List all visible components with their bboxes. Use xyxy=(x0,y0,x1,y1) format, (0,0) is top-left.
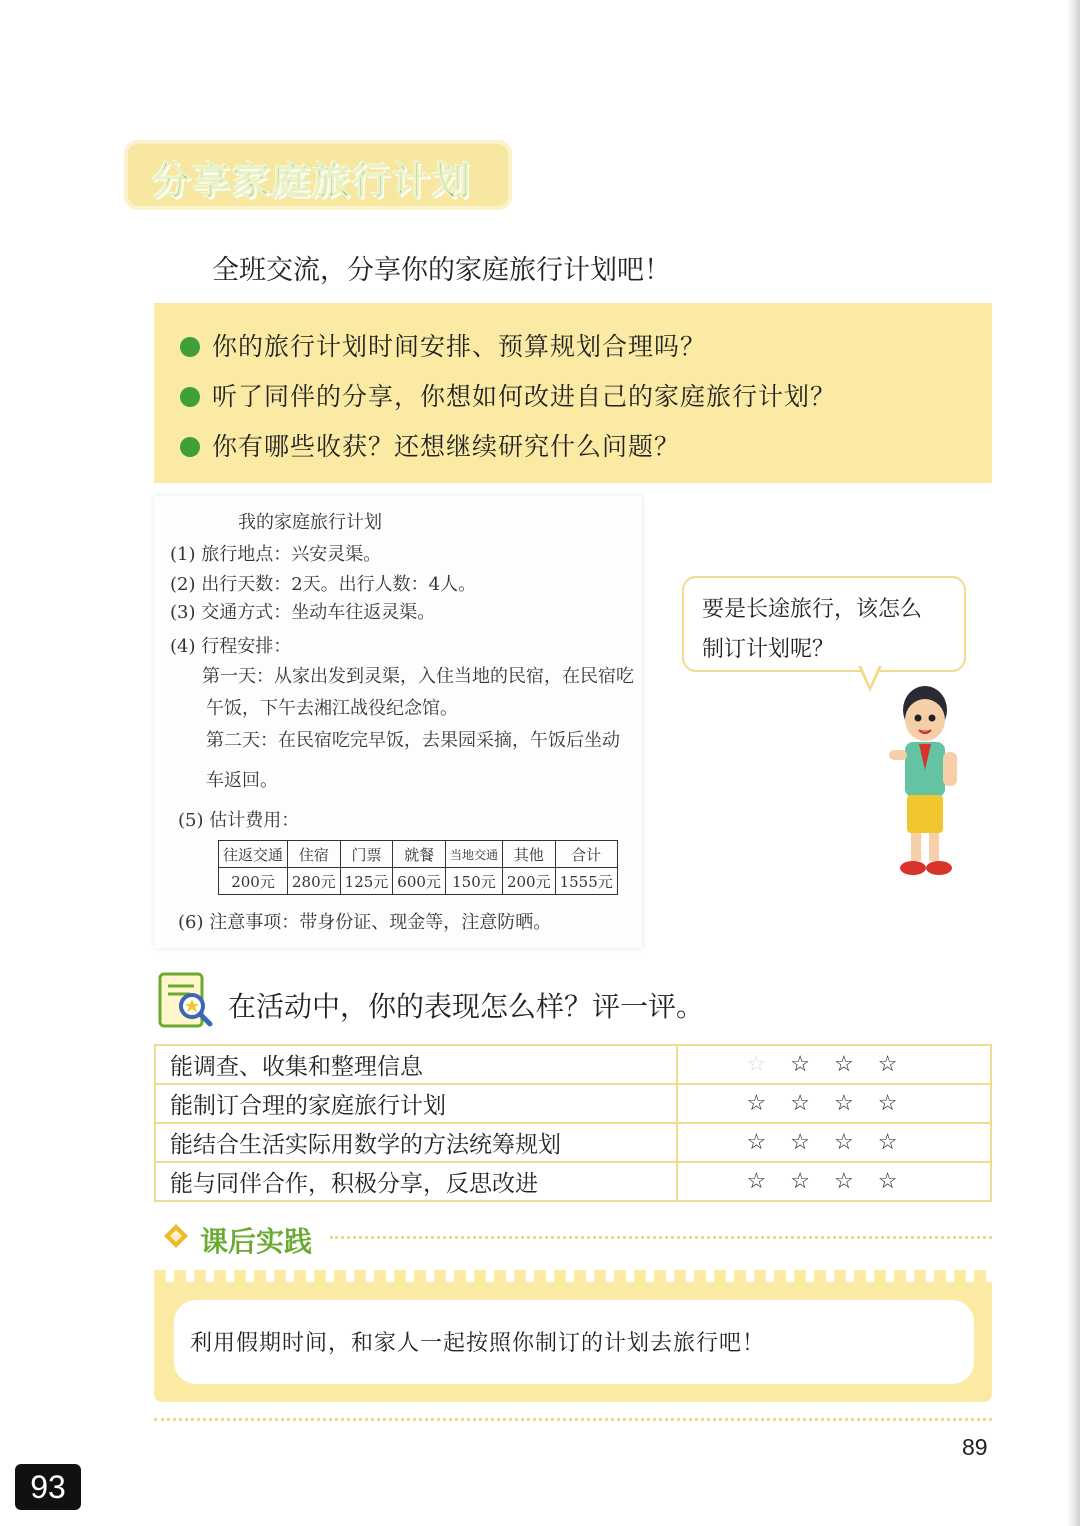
cost-value: 125元 xyxy=(340,868,393,895)
question-item xyxy=(180,377,836,413)
evaluation-label: 能结合生活实际用数学的方法统筹规划 xyxy=(155,1123,677,1162)
cost-header: 住宿 xyxy=(288,841,341,868)
practice-heading: 课后实践 xyxy=(200,1225,313,1258)
cost-table xyxy=(218,840,618,895)
page-title: 分享家庭旅行计划 xyxy=(152,159,473,203)
question-item xyxy=(180,327,706,363)
table-row xyxy=(155,1123,991,1162)
cost-value: 600元 xyxy=(393,868,446,895)
plan-line: (5) 估计费用： xyxy=(178,810,300,831)
practice-card xyxy=(174,1300,974,1384)
question-text: 听了同伴的分享，你想如何改进自己的家庭旅行计划？ xyxy=(212,382,837,411)
star-rating[interactable]: ☆☆☆☆ xyxy=(677,1123,991,1162)
dotted-divider xyxy=(330,1236,992,1239)
cost-header: 往返交通 xyxy=(219,841,288,868)
cost-value: 150元 xyxy=(445,868,502,895)
bullet-dot-icon xyxy=(180,337,200,357)
page-badge: 93 xyxy=(15,1464,81,1510)
question-text: 你的旅行计划时间安排、预算规划合理吗？ xyxy=(212,332,707,361)
cost-value: 200元 xyxy=(219,868,288,895)
cost-header: 合计 xyxy=(555,841,617,868)
star-rating[interactable]: ☆☆☆☆ xyxy=(677,1162,991,1201)
cost-value: 280元 xyxy=(288,868,341,895)
cost-header: 门票 xyxy=(340,841,393,868)
title-banner xyxy=(124,140,512,210)
plan-note: (6) 注意事项：带身份证、现金等，注意防晒。 xyxy=(178,912,552,933)
evaluation-label: 能与同伴合作，积极分享，反思改进 xyxy=(155,1162,677,1201)
plan-line: 午饭，下午去湘江战役纪念馆。 xyxy=(206,698,458,719)
plan-line: 第一天：从家出发到灵渠，入住当地的民宿，在民宿吃 xyxy=(202,666,634,687)
evaluation-scroll-icon xyxy=(154,968,218,1032)
bubble-line: 要是长途旅行，该怎么 xyxy=(702,597,923,622)
table-row xyxy=(155,1045,991,1084)
plan-line: (3) 交通方式：坐动车往返灵渠。 xyxy=(170,602,436,623)
evaluation-table xyxy=(154,1044,992,1202)
cost-header: 其他 xyxy=(502,841,555,868)
evaluation-label: 能调查、收集和整理信息 xyxy=(155,1045,677,1084)
bullet-dot-icon xyxy=(180,387,200,407)
cost-header: 就餐 xyxy=(393,841,446,868)
star-rating[interactable]: ☆☆☆☆ xyxy=(677,1084,991,1123)
plan-line: 车返回。 xyxy=(206,770,278,791)
table-row xyxy=(155,1084,991,1123)
practice-text: 利用假期时间，和家人一起按照你制订的计划去旅行吧！ xyxy=(190,1331,766,1356)
intro-text: 全班交流，分享你的家庭旅行计划吧！ xyxy=(212,255,671,286)
cost-value: 200元 xyxy=(502,868,555,895)
practice-panel xyxy=(154,1270,992,1402)
question-panel xyxy=(154,303,992,483)
star-rating[interactable] xyxy=(677,1045,991,1084)
cost-header: 当地交通 xyxy=(445,841,502,868)
question-text: 你有哪些收获？还想继续研究什么问题？ xyxy=(212,432,681,461)
bubble-line: 制订计划呢？ xyxy=(702,637,835,662)
speech-bubble xyxy=(682,576,966,672)
boy-illustration xyxy=(875,680,975,890)
zigzag-edge xyxy=(154,1270,992,1282)
plan-line: (4) 行程安排： xyxy=(170,636,292,657)
question-item xyxy=(180,427,680,463)
page-number: 89 xyxy=(962,1434,988,1460)
plan-title: 我的家庭旅行计划 xyxy=(238,512,382,533)
star-icons: ☆☆☆ xyxy=(790,1052,922,1077)
cost-value: 1555元 xyxy=(555,868,617,895)
evaluation-label: 能制订合理的家庭旅行计划 xyxy=(155,1084,677,1123)
plan-line: 第二天：在民宿吃完早饭，去果园采摘，午饭后坐动 xyxy=(206,730,620,751)
table-row xyxy=(155,1162,991,1201)
faded-star-icon: ☆ xyxy=(746,1052,791,1077)
travel-plan-card xyxy=(154,496,642,948)
diamond-icon xyxy=(162,1222,190,1250)
evaluation-heading: 在活动中，你的表现怎么样？评一评。 xyxy=(228,990,705,1023)
bullet-dot-icon xyxy=(180,437,200,457)
plan-line: (2) 出行天数：2天。出行人数：4人。 xyxy=(170,574,477,595)
plan-line: (1) 旅行地点：兴安灵渠。 xyxy=(170,544,382,565)
page-edge xyxy=(1066,0,1080,1526)
dotted-divider xyxy=(154,1418,992,1421)
